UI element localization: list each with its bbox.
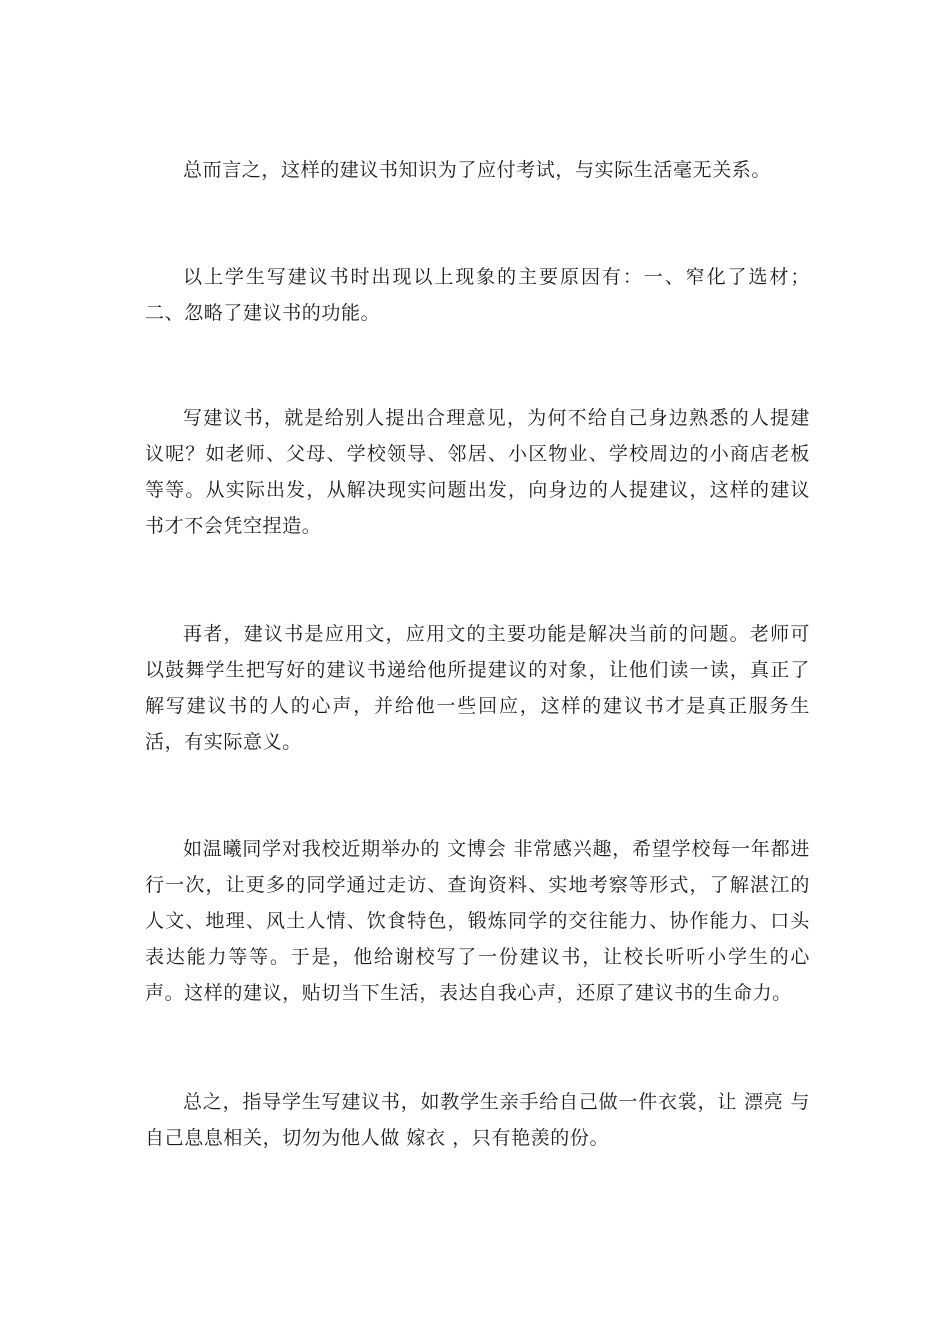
paragraph-conclusion: 总而言之，这样的建议书知识为了应付考试，与实际生活毫无关系。 xyxy=(183,159,772,181)
paragraph-summary: 总之，指导学生写建议书，如教学生亲手给自己做一件衣裳，让 漂亮 与自己息息相关，切勿为他人做 嫁衣 ，只有艳羡的份。 xyxy=(145,1091,810,1149)
paragraph-reasons: 以上学生写建议书时出现以上现象的主要原因有：一、窄化了选材；二、忽略了建议书的功能。 xyxy=(145,266,810,324)
paragraph-applied-writing: 再者，建议书是应用文，应用文的主要功能是解决当前的问题。老师可以鼓舞学生把写好的建议书递给他所提建议的对象，让他们读一读，真正了解写建议书的人的心声，并给他一些回应，这样的建议书才是真正服务生活，有实际意义。 xyxy=(145,623,810,753)
paragraph-example: 如温曦同学对我校近期举办的 文博会 非常感兴趣，希望学校每一年都进行一次，让更多的同学通过走访、查询资料、实地考察等形式，了解湛江的人文、地理、风土人情、饮食特色，锻炼同学的交往能力、协作能力、口头表达能力等等。于是，他给谢校写了一份建议书，让校长听听小学生的心声。这样的建议，贴切当下生活，表达自我心声，还原了建议书的生命力。 xyxy=(145,838,810,1004)
paragraph-practical-suggestions: 写建议书，就是给别人提出合理意见，为何不给自己身边熟悉的人提建议呢？如老师、父母、学校领导、邻居、小区物业、学校周边的小商店老板等等。从实际出发，从解决现实问题出发，向身边的人提建议，这样的建议书才不会凭空捏造。 xyxy=(145,407,810,537)
